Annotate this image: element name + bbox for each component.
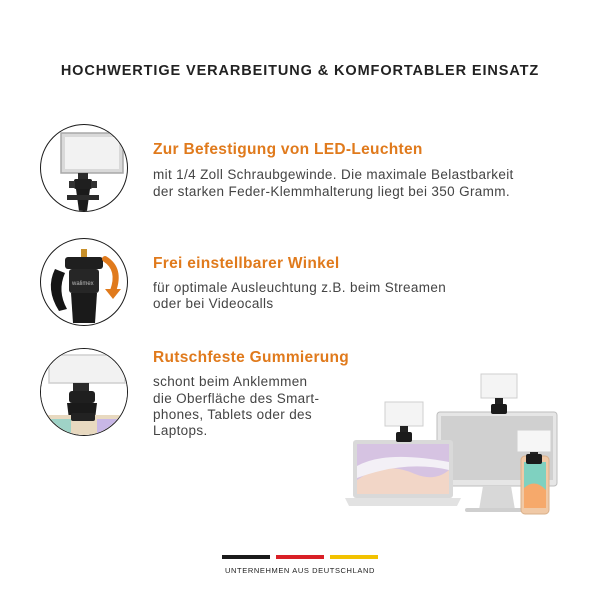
adjustable-clamp-illustration	[40, 238, 128, 326]
feature-text-line: oder bei Videocalls	[153, 296, 274, 311]
led-mount-illustration	[40, 124, 128, 212]
svg-text:walimex: walimex	[72, 281, 94, 287]
flag-stripe-red	[276, 555, 324, 559]
footer-text: UNTERNEHMEN AUS DEUTSCHLAND	[225, 566, 375, 575]
flag-stripe-black	[222, 555, 270, 559]
rubber-grip-illustration	[40, 348, 128, 436]
feature-title: Zur Befestigung von LED-Leuchten	[153, 141, 423, 158]
feature-text-line: schont beim Anklemmen	[153, 374, 308, 389]
feature-title: Rutschfeste Gummierung	[153, 349, 350, 366]
devices-illustration	[345, 370, 560, 520]
flag-stripe-gold	[330, 555, 378, 559]
feature-text-line: mit 1/4 Zoll Schraubgewinde. Die maximale Belastbarkeit	[153, 167, 514, 182]
feature-text-line: die Oberfläche des Smart-	[153, 391, 320, 406]
page-headline: HOCHWERTIGE VERARBEITUNG & KOMFORTABLER EINSATZ	[60, 63, 540, 79]
feature-title: Frei einstellbarer Winkel	[153, 255, 340, 272]
feature-text-line: der starken Feder-Klemmhalterung liegt bei 350 Gramm.	[153, 184, 510, 199]
feature-text-line: für optimale Ausleuchtung z.B. beim Streamen	[153, 280, 447, 295]
feature-text-line: phones, Tablets oder des	[153, 407, 313, 422]
feature-text-line: Laptops.	[153, 423, 208, 438]
